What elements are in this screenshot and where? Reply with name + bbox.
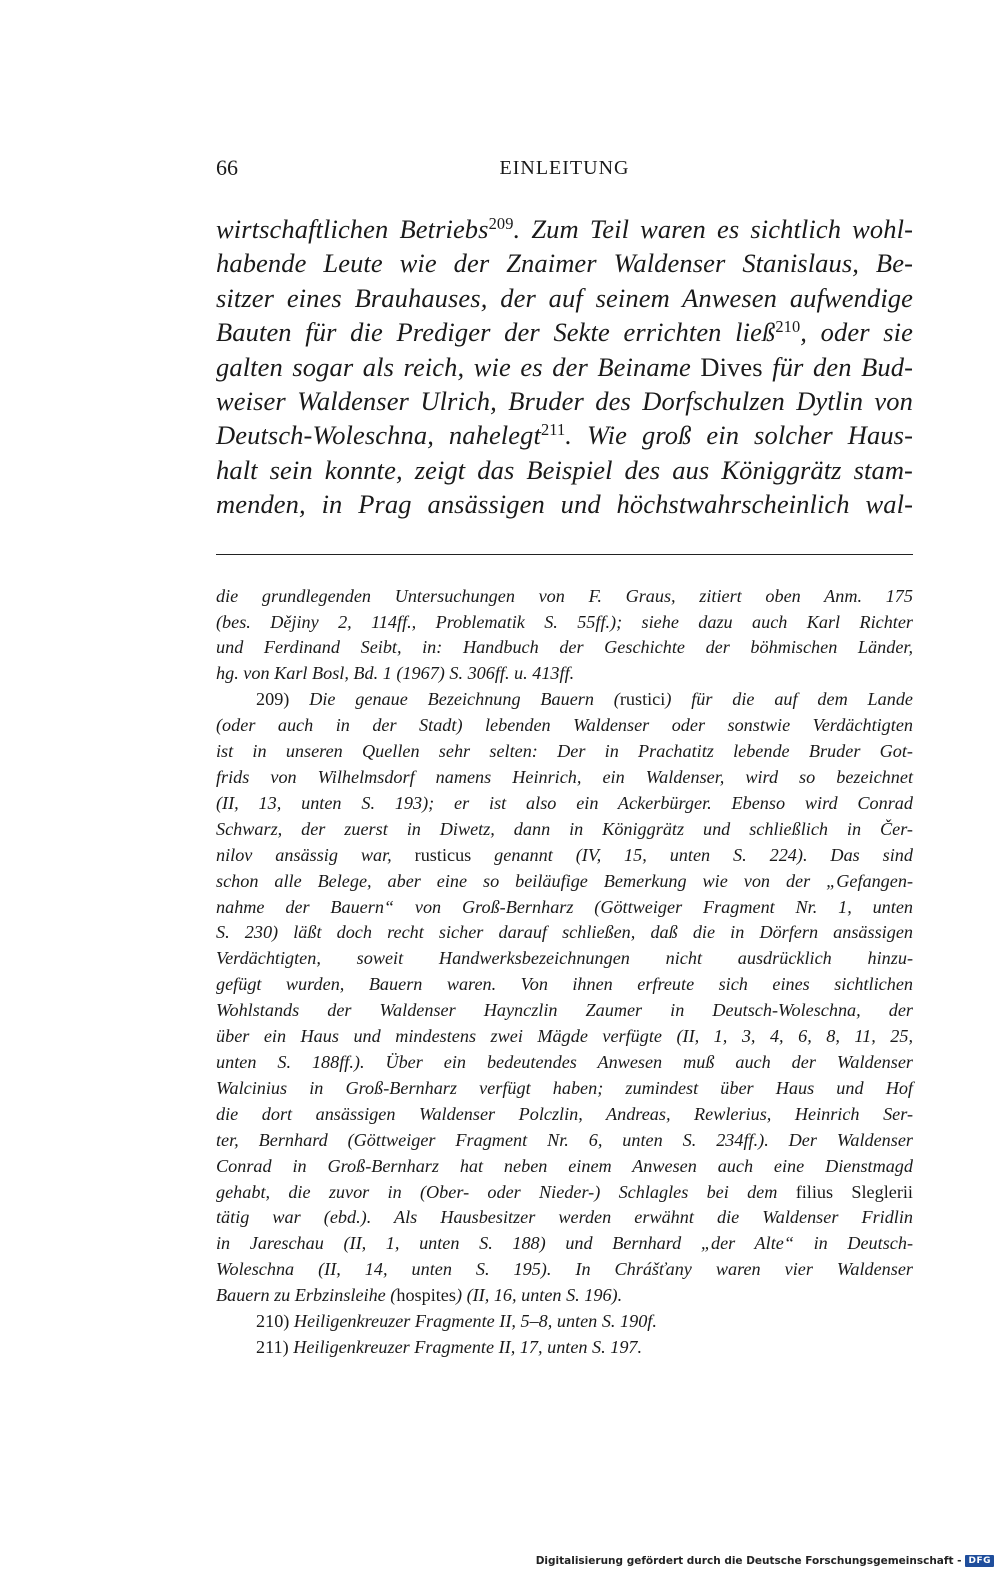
text-span: über ein Haus und mindestens zwei Mägde verfügte (II, 1, 3, 4, 6, 8, 11, 25, <box>216 1026 913 1047</box>
text-span: ist in unseren Quellen sehr selten: Der in Prachatitz lebende Bruder Got- <box>216 741 913 762</box>
text-span: habende Leute wie der Znaimer Waldenser Stanislaus, Be- <box>216 248 913 279</box>
footnote-line <box>216 739 913 765</box>
text-span: Heiligenkreuzer Fragmente II, 17, unten S. 197. <box>293 1336 643 1357</box>
text-span: genannt (IV, 15, unten S. 224). Das sind <box>471 844 913 865</box>
footnote-number: 211) <box>256 1336 294 1357</box>
text-span: nilov ansässig war, <box>216 844 415 865</box>
footnote-reference: 209 <box>488 213 514 233</box>
text-span: gefügt wurden, Bauern waren. Von ihnen erfreute sich eines sichtlichen <box>216 974 913 995</box>
body-line <box>216 350 913 384</box>
footnote-line <box>216 1231 913 1257</box>
text-span: gehabt, die zuvor in (Ober- oder Nieder-) Schlagles bei dem <box>216 1181 796 1202</box>
footnote-line <box>216 1024 913 1050</box>
text-span: (oder auch in der Stadt) lebenden Waldenser oder sonstwie Verdächtigten <box>216 715 913 736</box>
text-span: Wohlstands der Waldenser Haynczlin Zaumer in Deutsch-Woleschna, der <box>216 1000 913 1021</box>
running-head: EINLEITUNG <box>499 157 630 179</box>
body-line <box>216 212 913 246</box>
footnote-line <box>216 843 913 869</box>
text-span: für den Bud- <box>762 351 914 382</box>
roman-text-span: filius Sleglerii <box>795 1181 913 1202</box>
text-span: wirtschaftlichen Betriebs <box>216 214 489 244</box>
text-span: ) für die auf dem Lande <box>665 689 914 710</box>
roman-text-span: rusticus <box>414 844 472 865</box>
text-span: schon alle Belege, aber eine so beiläufige Bemerkung wie von der „Gefangen- <box>216 870 913 891</box>
footnote-reference: 211 <box>540 420 566 440</box>
footnote-line <box>216 635 913 661</box>
footnote-line <box>216 1309 913 1335</box>
text-span: frids von Wilhelmsdorf namens Heinrich, ein Waldenser, wird so bezeichnet <box>216 767 913 787</box>
text-span: Schwarz, der zuerst in Diwetz, dann in Königgrätz und schließlich in Čer- <box>216 818 913 839</box>
footnote-line <box>216 1205 913 1231</box>
text-span: Conrad in Groß-Bernharz hat neben einem Anwesen auch eine Dienstmagd <box>216 1155 913 1176</box>
body-line <box>216 315 913 349</box>
body-paragraph <box>216 212 913 522</box>
footnote-line <box>216 1076 913 1102</box>
footnote-number: 210) <box>256 1311 294 1332</box>
footnote-line <box>216 972 913 998</box>
text-span: galten sogar als reich, wie es der Beiname <box>216 351 701 382</box>
text-span: sitzer eines Brauhauses, der auf seinem Anwesen aufwendige <box>216 282 913 313</box>
footnote-line <box>216 1128 913 1154</box>
body-line <box>216 487 913 521</box>
text-span: ) (II, 16, unten S. 196). <box>455 1285 623 1306</box>
page-number: 66 <box>216 155 238 180</box>
text-span: halt sein konnte, zeigt das Beispiel des aus Königgrätz stam- <box>216 454 913 485</box>
text-span: S. 230) läßt doch recht sicher darauf schließen, daß die in Dörfern ansässigen <box>216 922 913 943</box>
footnotes <box>216 584 913 1361</box>
text-span: die grundlegenden Untersuchungen von F. Graus, zitiert oben Anm. 175 <box>216 585 913 606</box>
footnote-line <box>216 1050 913 1076</box>
footnote-line <box>216 765 913 791</box>
text-span: Heiligenkreuzer Fragmente II, 5–8, unten S. 190f. <box>293 1311 657 1332</box>
footnote-line <box>216 713 913 739</box>
text-span: (II, 13, unten S. 193); er ist also ein Ackerbürger. Ebenso wird Conrad <box>216 792 913 813</box>
footnote-line <box>216 584 913 610</box>
text-span: Bauten für die Prediger der Sekte errichten ließ <box>216 317 776 348</box>
digitization-credit-text: Digitalisierung gefördert durch die Deutsche Forschungsgemeinschaft - <box>535 1555 962 1567</box>
footnote-line <box>216 687 913 713</box>
book-page <box>216 150 913 1361</box>
footnote-separator-rule <box>216 554 913 555</box>
text-span: (bes. Dějiny 2, 114ff., Problematik S. 55ff.); siehe dazu auch Karl Richter <box>216 611 913 632</box>
footnote-line <box>216 791 913 817</box>
roman-text-span: Dives <box>700 351 763 382</box>
body-line <box>216 281 913 315</box>
text-span: und Ferdinand Seibt, in: Handbuch der Geschichte der böhmischen Länder, <box>216 637 913 658</box>
footnote-line <box>216 661 913 687</box>
footnote-line <box>216 817 913 843</box>
text-span: Woleschna (II, 14, unten S. 195). In Chrášťany waren vier Waldenser <box>216 1259 913 1280</box>
text-span: weiser Waldenser Ulrich, Bruder des Dorfschulzen Dytlin von <box>216 386 913 417</box>
footnote-line <box>216 1335 913 1361</box>
roman-text-span: hospites <box>396 1285 456 1306</box>
footnote <box>216 1309 913 1335</box>
text-span: tätig war (ebd.). Als Hausbesitzer werden erwähnt die Waldenser Fridlin <box>216 1207 913 1228</box>
text-span: Walcinius in Groß-Bernharz verfügt haben; zumindest über Haus und Hof <box>216 1077 913 1098</box>
text-span: ter, Bernhard (Göttweiger Fragment Nr. 6, unten S. 234ff.). Der Waldenser <box>216 1129 913 1150</box>
text-span: , oder sie <box>800 317 913 348</box>
footnote-line <box>216 895 913 921</box>
text-span: . Zum Teil waren es sichtlich wohl- <box>513 214 913 244</box>
text-span: Verdächtigten, soweit Handwerksbezeichnungen nicht ausdrücklich hinzu- <box>216 948 913 969</box>
dfg-logo-icon: DFG <box>965 1555 994 1567</box>
footnote <box>216 687 913 1309</box>
footnote-line <box>216 1283 913 1309</box>
digitization-banner <box>536 1555 994 1567</box>
footnote-line <box>216 610 913 636</box>
footnote-line <box>216 946 913 972</box>
footnote-line <box>216 1257 913 1283</box>
text-span: Deutsch-Woleschna, nahelegt <box>216 420 541 451</box>
body-line <box>216 384 913 418</box>
text-span: menden, in Prag ansässigen und höchstwahrscheinlich wal- <box>216 489 913 520</box>
footnote-line <box>216 1102 913 1128</box>
roman-text-span: rustici <box>619 689 666 710</box>
footnote-reference: 210 <box>775 317 801 337</box>
text-span: nahme der Bauern“ von Groß-Bernharz (Göttweiger Fragment Nr. 1, unten <box>216 896 913 917</box>
text-span: Die genaue Bezeichnung Bauern ( <box>309 689 620 710</box>
page-header <box>216 150 913 190</box>
body-line <box>216 453 913 487</box>
text-span: in Jareschau (II, 1, unten S. 188) und Bernhard „der Alte“ in Deutsch- <box>216 1233 913 1254</box>
footnote-number: 209) <box>256 689 310 710</box>
text-span: die dort ansässigen Waldenser Polczlin, Andreas, Rewlerius, Heinrich Ser- <box>216 1103 913 1124</box>
body-line <box>216 246 913 280</box>
footnote-line <box>216 1180 913 1206</box>
footnote-line <box>216 1154 913 1180</box>
footnote-line <box>216 920 913 946</box>
footnote <box>216 584 913 688</box>
text-span: hg. von Karl Bosl, Bd. 1 (1967) S. 306ff. u. 413ff. <box>216 663 575 684</box>
text-span: Bauern zu Erbzinsleihe ( <box>216 1285 397 1306</box>
footnote-line <box>216 869 913 895</box>
text-span: . Wie groß ein solcher Haus- <box>565 420 914 451</box>
footnote <box>216 1335 913 1361</box>
body-line <box>216 418 913 452</box>
text-span: unten S. 188ff.). Über ein bedeutendes Anwesen muß auch der Waldenser <box>216 1051 913 1072</box>
footnote-line <box>216 998 913 1024</box>
